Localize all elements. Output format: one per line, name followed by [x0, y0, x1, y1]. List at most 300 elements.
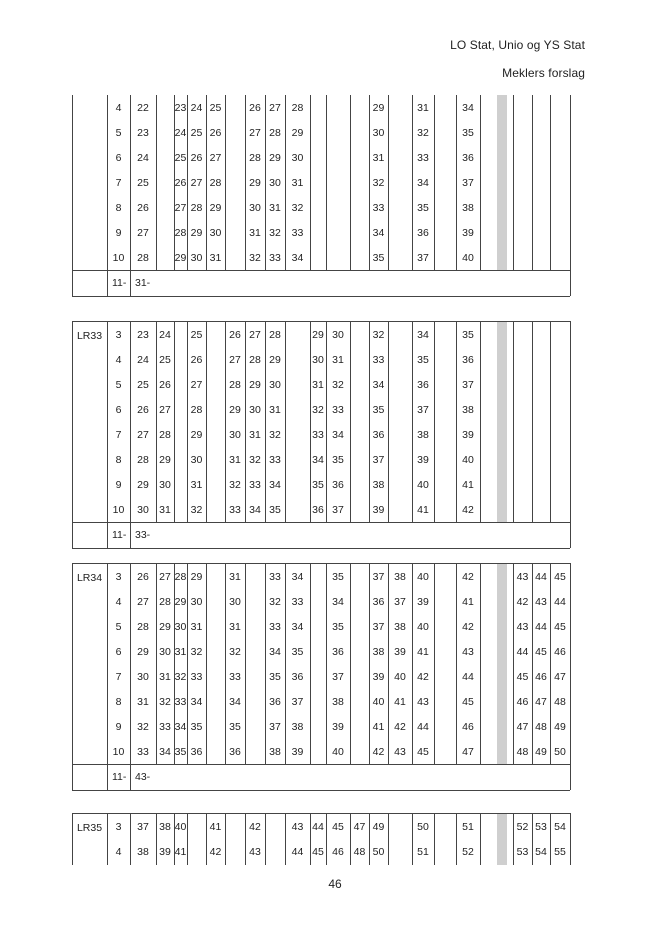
value-cell: 42 [462, 570, 474, 583]
step-cell: 9 [115, 478, 122, 491]
value-cell: 33 [137, 745, 149, 758]
value-cell: 32 [312, 403, 324, 416]
value-cell: 31 [159, 503, 171, 516]
value-cell: 38 [269, 745, 281, 758]
column-line [206, 321, 207, 522]
value-cell: 38 [137, 846, 149, 859]
value-cell: 28 [229, 378, 241, 391]
value-cell: 28 [249, 353, 261, 366]
step-cell: 10 [112, 745, 125, 758]
value-cell: 34 [269, 645, 281, 658]
value-cell: 40 [417, 620, 429, 633]
value-cell: 32 [249, 453, 261, 466]
value-cell: 35 [417, 353, 429, 366]
shaded-column [497, 95, 507, 270]
value-cell: 28 [137, 251, 149, 264]
value-cell: 44 [554, 595, 566, 608]
value-cell: 35 [291, 645, 304, 658]
value-cell: 26 [159, 378, 171, 391]
value-cell: 33 [332, 403, 344, 416]
column-line [532, 321, 533, 522]
value-cell: 37 [372, 570, 385, 583]
value-cell: 35 [332, 620, 344, 633]
value-cell: 30 [269, 378, 281, 391]
value-cell: 41 [417, 503, 429, 516]
step-cell: 6 [115, 645, 122, 658]
value-cell: 33 [174, 695, 187, 708]
value-cell: 40 [462, 251, 474, 264]
step-cell: 3 [115, 820, 122, 833]
column-line [326, 95, 327, 270]
value-cell: 25 [190, 328, 203, 341]
value-cell: 51 [417, 846, 429, 859]
value-cell: 53 [535, 820, 547, 833]
value-cell: 34 [291, 251, 304, 264]
value-cell: 41 [462, 595, 474, 608]
column-line [570, 95, 571, 296]
column-line [570, 321, 571, 548]
value-cell: 34 [174, 720, 187, 733]
step-cell: 8 [115, 695, 122, 708]
value-cell: 28 [190, 403, 203, 416]
value-cell: 37 [462, 378, 474, 391]
value-cell: 29 [209, 201, 222, 214]
value-cell: 29 [159, 453, 171, 466]
step-cell: 6 [115, 403, 122, 416]
value-cell: 24 [190, 101, 203, 114]
value-cell: 33 [291, 595, 304, 608]
page-number: 46 [328, 877, 342, 891]
column-line [434, 813, 435, 865]
value-cell: 29 [174, 251, 187, 264]
value-cell: 32 [269, 428, 281, 441]
value-cell: 33 [312, 428, 324, 441]
value-cell: 27 [137, 595, 149, 608]
value-cell: 54 [554, 820, 566, 833]
value-cell: 28 [159, 595, 171, 608]
footer-divider [72, 270, 570, 271]
value-cell: 46 [332, 846, 344, 859]
value-cell: 29 [137, 478, 149, 491]
value-cell: 48 [516, 745, 529, 758]
value-cell: 39 [291, 745, 304, 758]
value-cell: 41 [462, 478, 474, 491]
value-cell: 48 [535, 720, 547, 733]
table-bottom-border [72, 296, 570, 297]
value-cell: 31 [229, 620, 241, 633]
value-cell: 31 [332, 353, 344, 366]
value-cell: 29 [372, 101, 385, 114]
salary-table [72, 95, 570, 296]
value-cell: 27 [137, 428, 149, 441]
step-cell: 4 [115, 101, 122, 114]
value-cell: 31 [174, 645, 187, 658]
value-cell: 41 [394, 695, 406, 708]
column-line [350, 321, 351, 522]
value-cell: 43 [535, 595, 547, 608]
value-cell: 43 [249, 846, 261, 859]
value-cell: 28 [159, 428, 171, 441]
document-header-title: LO Stat, Unio og YS Stat [450, 38, 585, 52]
value-cell: 42 [372, 745, 385, 758]
value-cell: 49 [535, 745, 547, 758]
value-cell: 33 [417, 151, 429, 164]
column-line [72, 321, 73, 548]
value-cell: 33 [249, 478, 261, 491]
column-line [480, 813, 481, 865]
value-cell: 29 [159, 620, 171, 633]
value-cell: 50 [417, 820, 429, 833]
value-cell: 27 [159, 403, 171, 416]
value-cell: 31 [209, 251, 222, 264]
value-cell: 26 [249, 101, 261, 114]
value-cell: 29 [312, 328, 324, 341]
value-cell: 36 [332, 645, 344, 658]
value-cell: 47 [516, 720, 529, 733]
value-cell: 34 [291, 620, 304, 633]
value-cell: 31 [190, 620, 203, 633]
column-line [350, 95, 351, 270]
value-cell: 44 [535, 570, 547, 583]
table-top-border [72, 813, 570, 814]
column-line [174, 321, 175, 522]
value-cell: 37 [332, 503, 344, 516]
value-cell: 35 [462, 328, 474, 341]
value-cell: 32 [249, 251, 261, 264]
value-cell: 34 [332, 428, 344, 441]
value-cell: 30 [291, 151, 304, 164]
value-cell: 24 [137, 151, 149, 164]
value-cell: 53 [516, 846, 529, 859]
table-label: LR33 [76, 329, 103, 342]
value-cell: 30 [137, 503, 149, 516]
value-cell: 38 [417, 428, 429, 441]
step-cell: 9 [115, 226, 122, 239]
value-cell: 33 [159, 720, 171, 733]
value-cell: 40 [417, 570, 429, 583]
value-cell: 43 [394, 745, 406, 758]
value-cell: 32 [372, 176, 385, 189]
value-cell: 34 [229, 695, 241, 708]
value-cell: 25 [174, 151, 187, 164]
value-cell: 35 [190, 720, 203, 733]
column-line [513, 95, 514, 270]
value-cell: 33 [269, 620, 281, 633]
value-cell: 39 [462, 428, 474, 441]
value-cell: 32 [174, 670, 187, 683]
value-cell: 41 [209, 820, 222, 833]
column-line [310, 563, 311, 764]
value-cell: 30 [209, 226, 222, 239]
value-cell: 31 [229, 570, 241, 583]
value-cell: 37 [394, 595, 406, 608]
column-line [225, 95, 226, 270]
value-cell: 55 [554, 846, 566, 859]
step-cell: 7 [115, 670, 122, 683]
column-line [72, 563, 73, 790]
step-cell: 4 [115, 353, 122, 366]
value-cell: 35 [332, 453, 344, 466]
step-cell: 6 [115, 151, 122, 164]
value-cell: 35 [269, 503, 281, 516]
footer-divider [72, 764, 570, 765]
value-cell: 35 [269, 670, 281, 683]
step-cell: 5 [115, 126, 122, 139]
value-cell: 26 [229, 328, 241, 341]
value-cell: 42 [394, 720, 406, 733]
value-cell: 52 [462, 846, 474, 859]
column-line [480, 321, 481, 522]
value-cell: 31 [417, 101, 429, 114]
table-label: LR35 [76, 821, 103, 834]
value-cell: 27 [229, 353, 241, 366]
value-cell: 33 [372, 353, 385, 366]
value-cell: 24 [174, 126, 187, 139]
value-cell: 37 [291, 695, 304, 708]
column-line [532, 95, 533, 270]
table-top-border [72, 563, 570, 564]
value-cell: 28 [249, 151, 261, 164]
value-cell: 43 [291, 820, 304, 833]
value-cell: 30 [190, 251, 203, 264]
table-top-border [72, 321, 570, 322]
value-cell: 42 [462, 620, 474, 633]
value-cell: 29 [190, 428, 203, 441]
value-cell: 40 [372, 695, 385, 708]
value-cell: 35 [332, 570, 344, 583]
value-cell: 29 [249, 378, 261, 391]
value-cell: 25 [209, 101, 222, 114]
value-cell: 38 [394, 620, 406, 633]
value-cell: 35 [174, 745, 187, 758]
value-cell: 32 [229, 478, 241, 491]
step-cell: 8 [115, 201, 122, 214]
value-cell: 32 [269, 595, 281, 608]
value-cell: 41 [372, 720, 385, 733]
value-cell: 32 [332, 378, 344, 391]
value-cell: 51 [462, 820, 474, 833]
value-cell: 44 [312, 820, 324, 833]
value-cell: 30 [229, 595, 241, 608]
value-cell: 35 [312, 478, 324, 491]
value-cell: 34 [332, 595, 344, 608]
value-cell: 32 [190, 503, 203, 516]
value-cell: 28 [137, 453, 149, 466]
value-cell: 30 [229, 428, 241, 441]
value-cell: 36 [291, 670, 304, 683]
value-cell: 29 [269, 151, 281, 164]
column-line [434, 563, 435, 764]
value-cell: 46 [516, 695, 529, 708]
value-cell: 33 [229, 503, 241, 516]
value-cell: 28 [137, 620, 149, 633]
value-cell: 42 [516, 595, 529, 608]
value-cell: 49 [372, 820, 385, 833]
value-cell: 29 [190, 226, 203, 239]
column-line [350, 563, 351, 764]
value-cell: 36 [372, 595, 385, 608]
value-cell: 36 [190, 745, 203, 758]
value-cell: 47 [462, 745, 474, 758]
value-cell: 35 [462, 126, 474, 139]
value-cell: 33 [269, 251, 281, 264]
value-cell: 49 [554, 720, 566, 733]
value-cell: 37 [372, 620, 385, 633]
footer-divider [72, 522, 570, 523]
document-header-subtitle: Meklers forslag [502, 66, 585, 80]
value-cell: 28 [269, 126, 281, 139]
step-cell: 7 [115, 428, 122, 441]
value-cell: 34 [372, 378, 385, 391]
column-line [550, 95, 551, 270]
step-cell: 5 [115, 378, 122, 391]
value-cell: 29 [249, 176, 261, 189]
value-cell: 42 [209, 846, 222, 859]
value-cell: 30 [159, 645, 171, 658]
column-line [187, 813, 188, 865]
value-cell: 34 [159, 745, 171, 758]
value-cell: 39 [332, 720, 344, 733]
value-cell: 38 [372, 645, 385, 658]
column-line [480, 95, 481, 270]
value-cell: 43 [417, 695, 429, 708]
column-line [570, 813, 571, 865]
value-cell: 24 [137, 353, 149, 366]
value-cell: 31 [190, 478, 203, 491]
column-line [72, 95, 73, 296]
value-cell: 37 [332, 670, 344, 683]
shaded-column [497, 813, 507, 865]
value-cell: 37 [417, 403, 429, 416]
value-cell: 37 [372, 453, 385, 466]
value-cell: 35 [417, 201, 429, 214]
column-line [434, 321, 435, 522]
value-cell: 36 [332, 478, 344, 491]
step-cell: 10 [112, 503, 125, 516]
value-cell: 50 [372, 846, 385, 859]
value-cell: 22 [137, 101, 149, 114]
value-cell: 34 [462, 101, 474, 114]
value-cell: 34 [190, 695, 203, 708]
value-cell: 47 [535, 695, 547, 708]
value-cell: 37 [137, 820, 149, 833]
value-cell: 39 [372, 670, 385, 683]
step-cell: 4 [115, 846, 122, 859]
value-cell: 39 [462, 226, 474, 239]
value-cell: 27 [190, 176, 203, 189]
column-line [310, 95, 311, 270]
value-cell: 23 [137, 328, 149, 341]
value-cell: 40 [394, 670, 406, 683]
value-cell: 31 [137, 695, 149, 708]
column-line [206, 563, 207, 764]
value-cell: 30 [312, 353, 324, 366]
salary-table [72, 321, 570, 548]
value-cell: 46 [554, 645, 566, 658]
value-cell: 27 [174, 201, 187, 214]
value-cell: 25 [137, 378, 149, 391]
column-line [388, 321, 389, 522]
value-cell: 44 [516, 645, 529, 658]
value-cell: 28 [269, 328, 281, 341]
column-line [285, 321, 286, 522]
value-cell: 34 [269, 478, 281, 491]
value-cell: 32 [291, 201, 304, 214]
value-cell: 26 [137, 201, 149, 214]
value-cell: 29 [190, 570, 203, 583]
step-cell: 5 [115, 620, 122, 633]
value-cell: 27 [137, 226, 149, 239]
value-cell: 29 [174, 595, 187, 608]
value-cell: 34 [372, 226, 385, 239]
footer-cell: 31- [135, 277, 151, 289]
step-cell: 8 [115, 453, 122, 466]
value-cell: 31 [269, 201, 281, 214]
value-cell: 39 [372, 503, 385, 516]
table-bottom-border [72, 548, 570, 549]
value-cell: 26 [190, 151, 203, 164]
value-cell: 23 [137, 126, 149, 139]
value-cell: 32 [190, 645, 203, 658]
value-cell: 28 [174, 226, 187, 239]
value-cell: 37 [462, 176, 474, 189]
value-cell: 28 [291, 101, 304, 114]
value-cell: 26 [209, 126, 222, 139]
value-cell: 50 [554, 745, 566, 758]
value-cell: 30 [137, 670, 149, 683]
value-cell: 33 [372, 201, 385, 214]
value-cell: 48 [353, 846, 366, 859]
table-label: LR34 [76, 571, 103, 584]
value-cell: 54 [535, 846, 547, 859]
value-cell: 44 [291, 846, 304, 859]
value-cell: 25 [137, 176, 149, 189]
value-cell: 38 [372, 478, 385, 491]
value-cell: 34 [291, 570, 304, 583]
value-cell: 28 [190, 201, 203, 214]
value-cell: 52 [516, 820, 529, 833]
value-cell: 28 [174, 570, 187, 583]
value-cell: 24 [159, 328, 171, 341]
value-cell: 25 [159, 353, 171, 366]
value-cell: 41 [174, 846, 187, 859]
step-cell: 4 [115, 595, 122, 608]
value-cell: 36 [269, 695, 281, 708]
column-line [265, 813, 266, 865]
value-cell: 30 [249, 201, 261, 214]
value-cell: 45 [554, 570, 566, 583]
value-cell: 43 [516, 620, 529, 633]
value-cell: 31 [312, 378, 324, 391]
column-line [245, 563, 246, 764]
value-cell: 45 [417, 745, 429, 758]
value-cell: 35 [229, 720, 241, 733]
column-line [434, 95, 435, 270]
value-cell: 26 [137, 403, 149, 416]
value-cell: 47 [554, 670, 566, 683]
value-cell: 30 [159, 478, 171, 491]
value-cell: 42 [249, 820, 261, 833]
value-cell: 40 [462, 453, 474, 466]
value-cell: 27 [249, 126, 261, 139]
footer-cell: 11- [112, 771, 127, 783]
value-cell: 36 [312, 503, 324, 516]
value-cell: 32 [269, 226, 281, 239]
table-bottom-border [72, 790, 570, 791]
value-cell: 36 [462, 151, 474, 164]
value-cell: 26 [174, 176, 187, 189]
value-cell: 35 [372, 403, 385, 416]
